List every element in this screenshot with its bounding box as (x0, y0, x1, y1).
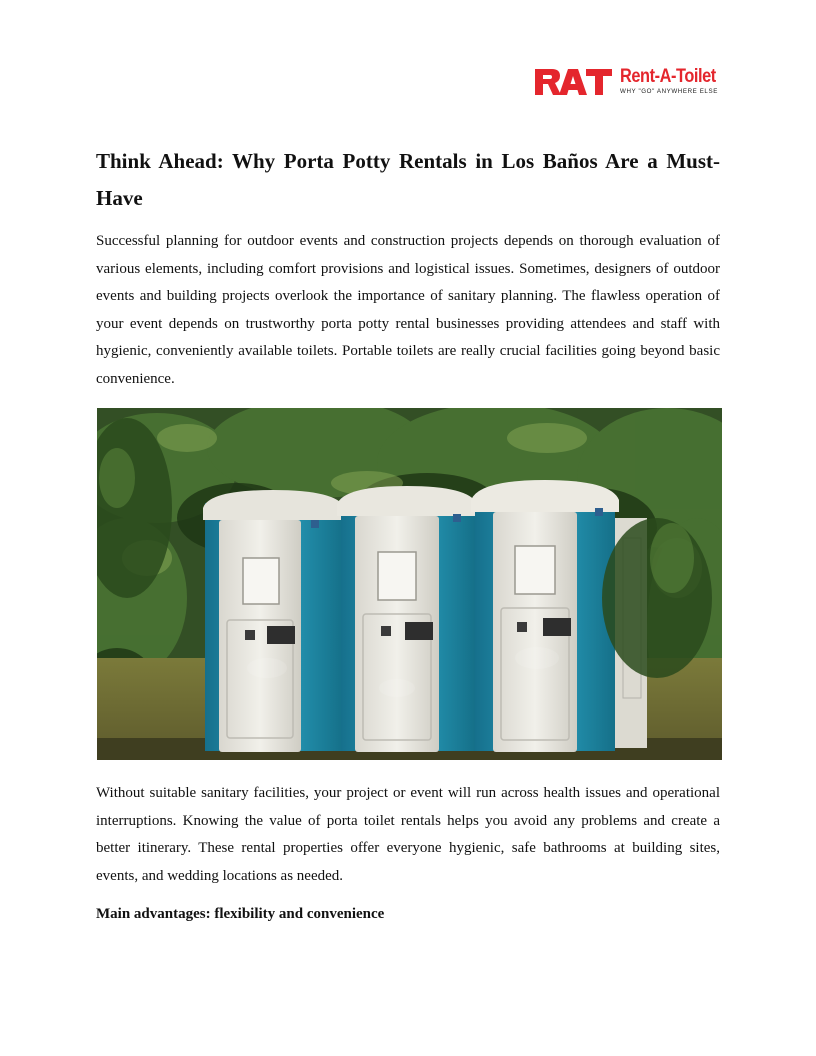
intro-paragraph: Successful planning for outdoor events and construction projects depends on thorough evaluation of various elements, including comfort provisions and logistical issues. Sometimes, designers of outdoor events and building projects overlook the importance of sanitary planning. The flawless operation of your event depends on trustworthy porta potty rental businesses providing attendees and staff with hygienic, conveniently available toilets. Portable toilets are really crucial facilities going beyond basic convenience. (96, 233, 720, 387)
portable-toilets-photo (97, 408, 722, 760)
section-subheading: Main advantages: flexibility and convenience (96, 906, 385, 922)
logo-tagline: WHY "GO" ANYWHERE ELSE (620, 88, 718, 95)
toilet-unit-2 (337, 486, 477, 752)
body-paragraph: Without suitable sanitary facilities, your project or event will run across health issues and operational interruptions. Knowing the value of porta toilet rentals helps you avoid any problems and create a better itinerary. These rental properties offer everyone hygienic, safe bathrooms at building sites, events, and wedding locations as needed. (96, 785, 720, 884)
toilet-unit-1 (203, 490, 345, 752)
rent-a-toilet-logo (534, 66, 728, 100)
toilet-unit-3 (471, 480, 619, 752)
rat-logo-icon (534, 67, 616, 97)
logo-brand-name: Rent-A-Toilet (620, 66, 716, 87)
photo-illustration (97, 408, 722, 760)
article-title: Think Ahead: Why Porta Potty Rentals in Los Baños Are a Must-Have (96, 149, 720, 210)
